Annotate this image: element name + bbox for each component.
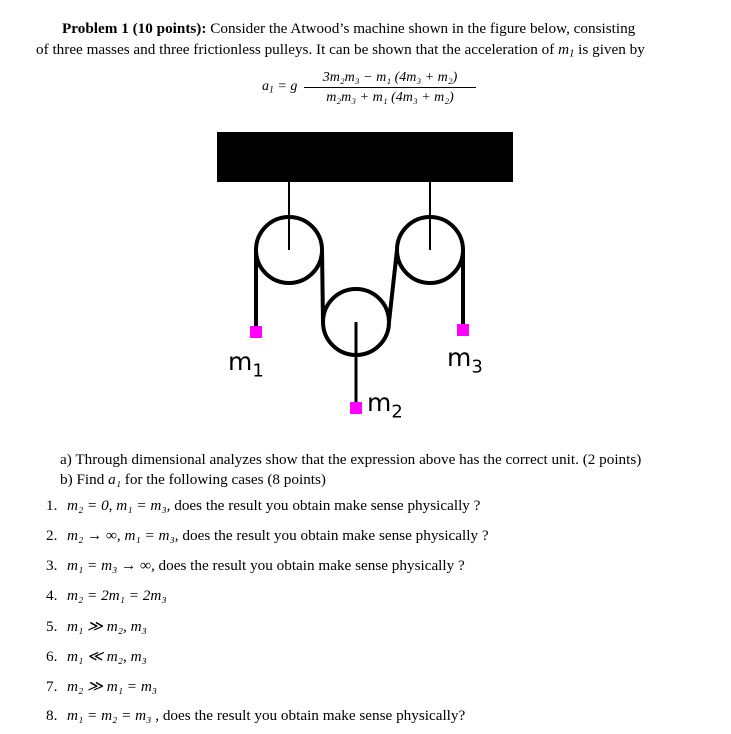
atwood-machine-figure: [214, 130, 516, 430]
case-item-4: 4. m₂ = 2m₁ = 2m₃: [46, 587, 167, 604]
formula-lhs: $a_1 = g$: [262, 79, 298, 96]
case-item-6: 6. m₁ ≪ m₂, m₃: [46, 648, 147, 665]
case-item-1: 1. m₂ = 0, m₁ = m₃, does the result you obtain make sense physically ?: [46, 497, 481, 514]
intro-text-1: Consider the Atwood’s machine shown in the figure below, consisting: [210, 20, 636, 37]
mass-m3: [457, 324, 469, 336]
case-item-2: 2. m₂ → ∞, m₁ = m₃, does the result you obtain make sense physically ?: [46, 527, 489, 544]
label-m1: $m_1$: [228, 347, 264, 382]
intro-text-2: of three masses and three frictionless pulleys. It can be shown that the acceleration of: [36, 41, 555, 58]
rope-left-to-middle: [322, 250, 323, 322]
problem-statement: [36, 18, 706, 60]
problem-label: Problem 1 (10 points):: [62, 20, 207, 37]
case-item-8: 8. m₁ = m₂ = m₃ , does the result you obtain make sense physically?: [46, 707, 466, 724]
question-parts: [60, 450, 720, 490]
formula-denominator: m₂m₃ + m₁ (4m₃ + m₂): [326, 90, 454, 105]
mass-m2: [350, 402, 362, 414]
formula-fraction: [304, 68, 476, 108]
formula-numerator: 3m₂m₃ − m₁ (4m₃ + m₂): [322, 70, 458, 85]
case-item-7: 7. m₂ ≫ m₁ = m₃: [46, 678, 158, 695]
mass-m1: [250, 326, 262, 338]
case-item-3: 3. m₁ = m₃ → ∞, does the result you obtain make sense physically ?: [46, 557, 465, 574]
ceiling-support: [217, 132, 513, 182]
intro-line-2: [36, 39, 706, 60]
label-m3: $m_3$: [447, 343, 483, 378]
case-item-5: 5. m₁ ≫ m₂, m₃: [46, 618, 147, 635]
label-m2: $m_2$: [367, 388, 403, 423]
atwood-diagram: [214, 130, 516, 430]
part-b: b) Find a₁ for the following cases (8 points): [60, 471, 326, 488]
intro-var: $m_1$: [558, 41, 575, 60]
intro-line-1: [36, 18, 706, 39]
part-a: a) Through dimensional analyzes show that the expression above has the correct unit. (2 points): [60, 451, 642, 468]
intro-text-end: is given by: [578, 41, 645, 58]
rope-middle-to-right: [389, 250, 397, 322]
